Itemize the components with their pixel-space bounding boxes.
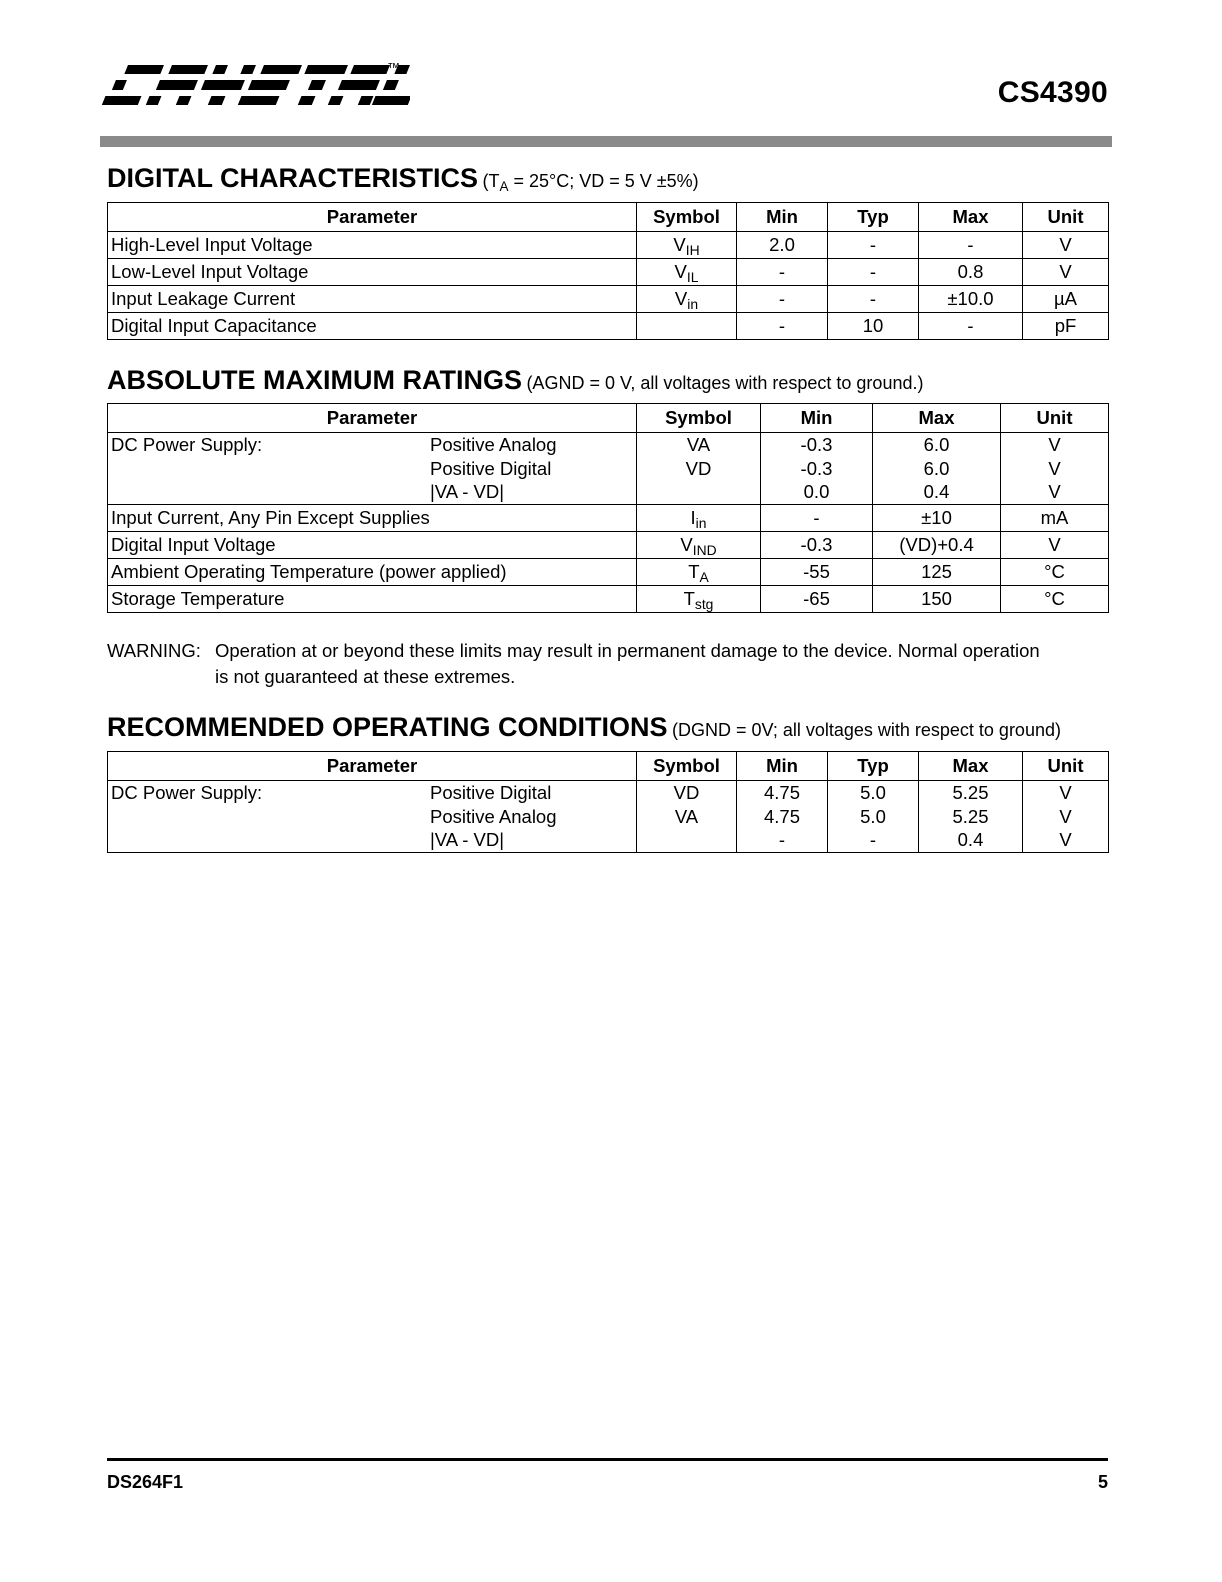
typ-cell: 5.0 5.0 - <box>828 781 919 853</box>
header-typ: Typ <box>828 203 919 232</box>
supply-items <box>430 781 633 852</box>
header-min: Min <box>761 404 873 433</box>
warning-text <box>215 638 1110 690</box>
supply-item: |VA - VD| <box>430 481 505 502</box>
supply-item: Positive Digital <box>430 782 552 803</box>
table-header-row <box>108 203 1109 232</box>
symbol-cell: $V_{IH}$ <box>637 232 737 259</box>
header-typ: Typ <box>828 752 919 781</box>
header-max: Max <box>919 752 1023 781</box>
header-parameter: Parameter <box>108 203 637 232</box>
symbol-cell <box>637 313 737 340</box>
supply-items <box>430 433 633 504</box>
table-row <box>108 531 1109 558</box>
min-cell: -0.3 <box>761 531 873 558</box>
digital-characteristics-table <box>107 202 1109 340</box>
unit-cell: µA <box>1023 286 1109 313</box>
table-row <box>108 558 1109 585</box>
param-cell: Input Leakage Current <box>108 286 637 313</box>
table-row-power-supply <box>108 433 1109 505</box>
absolute-maximum-ratings-table <box>107 403 1109 613</box>
table-row <box>108 259 1109 286</box>
supply-item: Positive Analog <box>430 434 557 455</box>
min-cell: - <box>737 313 828 340</box>
table-row <box>108 286 1109 313</box>
max-cell: - <box>919 232 1023 259</box>
table-row <box>108 313 1109 340</box>
table-row <box>108 585 1109 612</box>
header-max: Max <box>919 203 1023 232</box>
max-cell: - <box>919 313 1023 340</box>
section-conditions: ($T_A = 25^\circ C$; VD = 5 V ±5%) <box>482 171 699 195</box>
table-row-power-supply <box>108 781 1109 853</box>
param-cell <box>108 781 637 853</box>
header-unit: Unit <box>1001 404 1109 433</box>
min-cell: - <box>761 504 873 531</box>
min-cell: -55 <box>761 558 873 585</box>
symbol-cell: $T_A$ <box>637 558 761 585</box>
max-cell: 0.8 <box>919 259 1023 286</box>
typ-cell: - <box>828 232 919 259</box>
warning-line: Operation at or beyond these limits may result in permanent damage to the device. Normal operation <box>215 640 1040 661</box>
table-header-row <box>108 752 1109 781</box>
recommended-operating-conditions-title <box>107 712 1061 743</box>
typ-cell: 10 <box>828 313 919 340</box>
unit-cell: °C <box>1001 585 1109 612</box>
typ-cell: - <box>828 286 919 313</box>
supply-item: |VA - VD| <box>430 829 505 850</box>
header-min: Min <box>737 752 828 781</box>
section-conditions: (AGND = 0 V, all voltages with respect to ground.) <box>526 373 924 393</box>
header-rule <box>100 136 1112 147</box>
table-row <box>108 504 1109 531</box>
param-cell: High-Level Input Voltage <box>108 232 637 259</box>
supply-item: Positive Analog <box>430 805 557 827</box>
header-parameter: Parameter <box>108 752 637 781</box>
supply-label: DC Power Supply: <box>111 434 263 455</box>
warning-label: WARNING: <box>107 640 201 661</box>
digital-characteristics-title <box>107 163 699 194</box>
header-parameter: Parameter <box>108 404 637 433</box>
param-cell: Storage Temperature <box>108 585 637 612</box>
max-cell: 150 <box>873 585 1001 612</box>
unit-cell: V V V <box>1023 781 1109 853</box>
max-cell: ±10 <box>873 504 1001 531</box>
min-cell: - <box>737 286 828 313</box>
crystal-logo <box>100 60 410 115</box>
absolute-maximum-ratings-title <box>107 365 923 396</box>
min-cell: 4.75 4.75 - <box>737 781 828 853</box>
header-min: Min <box>737 203 828 232</box>
symbol-cell: VA VD <box>637 433 761 505</box>
table-row <box>108 232 1109 259</box>
param-cell: Digital Input Capacitance <box>108 313 637 340</box>
part-number: CS4390 <box>997 76 1108 109</box>
header-unit: Unit <box>1023 752 1109 781</box>
document-id: DS264F1 <box>107 1472 184 1492</box>
header-max: Max <box>873 404 1001 433</box>
max-cell: 5.25 5.25 0.4 <box>919 781 1023 853</box>
recommended-operating-conditions-table <box>107 751 1109 853</box>
unit-cell: V <box>1001 531 1109 558</box>
section-heading: RECOMMENDED OPERATING CONDITIONS <box>107 712 668 742</box>
page-number: 5 <box>1097 1472 1108 1492</box>
symbol-cell: VD VA <box>637 781 737 853</box>
min-cell: -0.3 -0.3 0.0 <box>761 433 873 505</box>
header-symbol: Symbol <box>637 203 737 232</box>
param-cell <box>108 433 637 505</box>
symbol-cell: $T_{stg}$ <box>637 585 761 612</box>
unit-cell: mA <box>1001 504 1109 531</box>
symbol-cell: $V_{IND}$ <box>637 531 761 558</box>
max-cell: ±10.0 <box>919 286 1023 313</box>
symbol-cell: $I_{in}$ <box>637 504 761 531</box>
section-heading: DIGITAL CHARACTERISTICS <box>107 163 478 193</box>
typ-cell: - <box>828 259 919 286</box>
trademark-symbol: ™ <box>387 60 400 75</box>
min-cell: - <box>737 259 828 286</box>
param-cell: Input Current, Any Pin Except Supplies <box>108 504 637 531</box>
max-cell: (VD)+0.4 <box>873 531 1001 558</box>
unit-cell: V V V <box>1001 433 1109 505</box>
param-cell: Low-Level Input Voltage <box>108 259 637 286</box>
warning-note <box>107 638 1110 690</box>
unit-cell: pF <box>1023 313 1109 340</box>
section-conditions: (DGND = 0V; all voltages with respect to ground) <box>671 720 1061 740</box>
warning-line: is not guaranteed at these extremes. <box>215 666 516 687</box>
crystal-logo-graphic <box>100 60 410 115</box>
param-cell: Digital Input Voltage <box>108 531 637 558</box>
min-cell: -65 <box>761 585 873 612</box>
unit-cell: V <box>1023 259 1109 286</box>
header-symbol: Symbol <box>637 752 737 781</box>
max-cell: 6.0 6.0 0.4 <box>873 433 1001 505</box>
section-heading: ABSOLUTE MAXIMUM RATINGS <box>107 365 522 395</box>
supply-item: Positive Digital <box>430 457 552 479</box>
min-cell: 2.0 <box>737 232 828 259</box>
supply-label: DC Power Supply: <box>111 782 263 803</box>
symbol-cell: $V_{in}$ <box>637 286 737 313</box>
header-symbol: Symbol <box>637 404 761 433</box>
max-cell: 125 <box>873 558 1001 585</box>
unit-cell: °C <box>1001 558 1109 585</box>
symbol-cell: $V_{IL}$ <box>637 259 737 286</box>
unit-cell: V <box>1023 232 1109 259</box>
table-header-row <box>108 404 1109 433</box>
footer-rule <box>107 1458 1108 1461</box>
param-cell: Ambient Operating Temperature (power applied) <box>108 558 637 585</box>
header-unit: Unit <box>1023 203 1109 232</box>
